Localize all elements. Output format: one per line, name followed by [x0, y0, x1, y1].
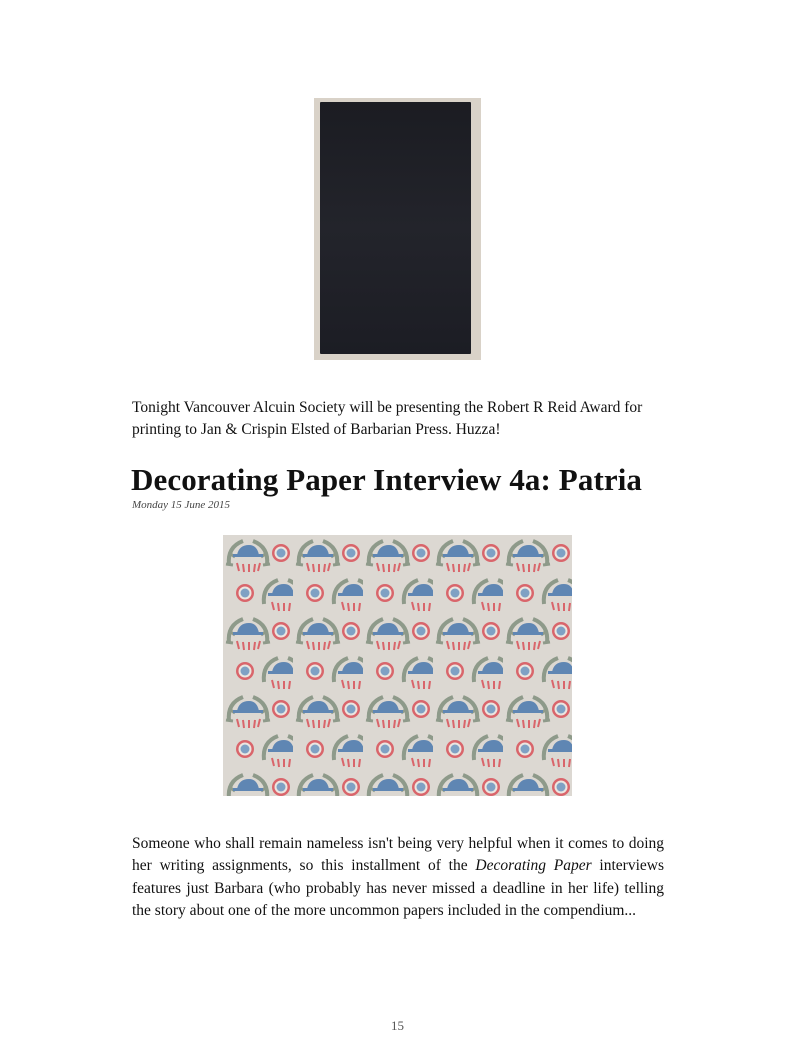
dark-cloth-photo — [314, 98, 481, 360]
patria-paper-photo — [223, 535, 572, 796]
dark-cloth-panel — [320, 102, 471, 354]
post-body-text-after: interviews features just Barbara (who probably has never missed a deadline in her life) telling the story about one of the more uncommon papers included in the compendium... — [132, 857, 664, 919]
page-number: 15 — [391, 1018, 404, 1033]
patria-pattern-svg — [223, 535, 572, 796]
post-title[interactable]: Decorating Paper Interview 4a: Patria — [131, 462, 643, 497]
post-body-text-before: Someone who shall remain nameless isn't being very helpful when it comes to doing her writing assignments, so this installment of the — [132, 835, 664, 875]
post-body-emphasis: Decorating Paper — [475, 857, 592, 875]
post-date: Monday 15 June 2015 — [132, 499, 231, 511]
announcement-paragraph: Tonight Vancouver Alcuin Society will be presenting the Robert R Reid Award for printing to Jan & Crispin Elsted of Barbarian Press. Huzza! — [132, 399, 643, 438]
post-body-paragraph — [132, 833, 664, 922]
